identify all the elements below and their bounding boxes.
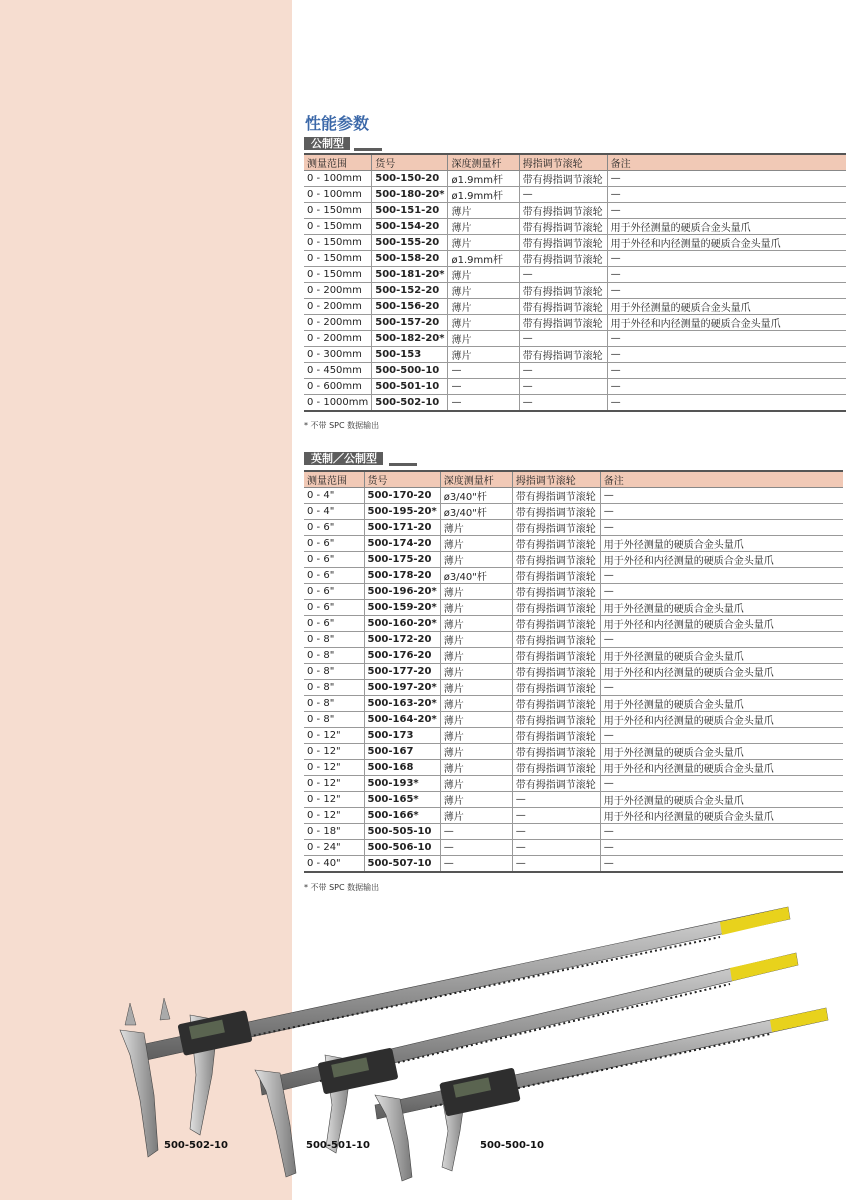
column-header: 深度测量杆: [440, 471, 512, 488]
remark-cell: —: [607, 203, 846, 219]
remark-cell: —: [607, 171, 846, 187]
model-cell: 500-505-10: [364, 824, 440, 840]
remark-cell: —: [600, 632, 843, 648]
depth-rod-cell: 薄片: [440, 680, 512, 696]
depth-rod-cell: —: [440, 856, 512, 873]
thumb-roller-cell: —: [519, 331, 607, 347]
model-cell: 500-150-20: [372, 171, 448, 187]
table-header-row: [304, 154, 846, 171]
range-cell: 0 - 6": [304, 584, 364, 600]
model-cell: 500-501-10: [372, 379, 448, 395]
table-row: [304, 696, 843, 712]
thumb-roller-cell: 带有拇指调节滚轮: [512, 712, 600, 728]
thumb-roller-cell: 带有拇指调节滚轮: [519, 219, 607, 235]
range-cell: 0 - 6": [304, 520, 364, 536]
thumb-roller-cell: 带有拇指调节滚轮: [512, 760, 600, 776]
model-cell: 500-178-20: [364, 568, 440, 584]
section-tag-inch: [304, 452, 417, 465]
remark-cell: 用于外径测量的硬质合金头量爪: [600, 792, 843, 808]
remark-cell: 用于外径测量的硬质合金头量爪: [600, 744, 843, 760]
depth-rod-cell: 薄片: [448, 331, 519, 347]
remark-cell: —: [607, 251, 846, 267]
remark-cell: 用于外径测量的硬质合金头量爪: [600, 696, 843, 712]
remark-cell: 用于外径和内径测量的硬质合金头量爪: [600, 552, 843, 568]
model-cell: 500-160-20*: [364, 616, 440, 632]
remark-cell: 用于外径测量的硬质合金头量爪: [600, 536, 843, 552]
depth-rod-cell: 薄片: [440, 696, 512, 712]
model-cell: 500-174-20: [364, 536, 440, 552]
depth-rod-cell: —: [448, 363, 519, 379]
range-cell: 0 - 200mm: [304, 283, 372, 299]
model-cell: 500-180-20*: [372, 187, 448, 203]
remark-cell: —: [600, 488, 843, 504]
thumb-roller-cell: —: [512, 792, 600, 808]
depth-rod-cell: 薄片: [440, 616, 512, 632]
depth-rod-cell: 薄片: [448, 219, 519, 235]
thumb-roller-cell: —: [512, 840, 600, 856]
remark-cell: 用于外径和内径测量的硬质合金头量爪: [600, 712, 843, 728]
table-row: [304, 379, 846, 395]
thumb-roller-cell: 带有拇指调节滚轮: [519, 171, 607, 187]
table-row: [304, 776, 843, 792]
depth-rod-cell: ø3/40"杆: [440, 488, 512, 504]
range-cell: 0 - 12": [304, 728, 364, 744]
depth-rod-cell: ø1.9mm杆: [448, 251, 519, 267]
table-row: [304, 395, 846, 412]
depth-rod-cell: 薄片: [448, 267, 519, 283]
remark-cell: 用于外径测量的硬质合金头量爪: [607, 299, 846, 315]
remark-cell: —: [600, 584, 843, 600]
table-row: [304, 584, 843, 600]
model-cell: 500-193*: [364, 776, 440, 792]
remark-cell: —: [600, 568, 843, 584]
table-row: [304, 744, 843, 760]
model-cell: 500-163-20*: [364, 696, 440, 712]
model-cell: 500-177-20: [364, 664, 440, 680]
range-cell: 0 - 200mm: [304, 315, 372, 331]
table-row: [304, 504, 843, 520]
section-tag-metric: [304, 137, 382, 150]
column-header: 拇指调节滚轮: [512, 471, 600, 488]
remark-cell: —: [600, 824, 843, 840]
range-cell: 0 - 24": [304, 840, 364, 856]
depth-rod-cell: 薄片: [440, 584, 512, 600]
thumb-roller-cell: 带有拇指调节滚轮: [512, 616, 600, 632]
section-tag-label: 英制／公制型: [304, 452, 383, 465]
table-row: [304, 187, 846, 203]
thumb-roller-cell: 带有拇指调节滚轮: [512, 504, 600, 520]
range-cell: 0 - 18": [304, 824, 364, 840]
thumb-roller-cell: 带有拇指调节滚轮: [512, 584, 600, 600]
metric-spec-table: [304, 153, 846, 412]
table-row: [304, 283, 846, 299]
depth-rod-cell: 薄片: [448, 315, 519, 331]
table-row: [304, 536, 843, 552]
table-row: [304, 171, 846, 187]
depth-rod-cell: 薄片: [440, 712, 512, 728]
thumb-roller-cell: 带有拇指调节滚轮: [519, 235, 607, 251]
model-cell: 500-175-20: [364, 552, 440, 568]
model-cell: 500-165*: [364, 792, 440, 808]
column-header: 货号: [364, 471, 440, 488]
caption-500-502-10: 500-502-10: [164, 1140, 228, 1151]
model-cell: 500-172-20: [364, 632, 440, 648]
remark-cell: —: [607, 267, 846, 283]
table-row: [304, 792, 843, 808]
table-row: [304, 219, 846, 235]
remark-cell: —: [607, 283, 846, 299]
thumb-roller-cell: 带有拇指调节滚轮: [512, 488, 600, 504]
depth-rod-cell: 薄片: [448, 283, 519, 299]
table-row: [304, 331, 846, 347]
depth-rod-cell: —: [448, 395, 519, 412]
model-cell: 500-168: [364, 760, 440, 776]
table-row: [304, 632, 843, 648]
remark-cell: 用于外径测量的硬质合金头量爪: [600, 600, 843, 616]
depth-rod-cell: 薄片: [440, 520, 512, 536]
thumb-roller-cell: 带有拇指调节滚轮: [512, 568, 600, 584]
thumb-roller-cell: 带有拇指调节滚轮: [519, 203, 607, 219]
model-cell: 500-159-20*: [364, 600, 440, 616]
model-cell: 500-155-20: [372, 235, 448, 251]
thumb-roller-cell: 带有拇指调节滚轮: [512, 744, 600, 760]
range-cell: 0 - 150mm: [304, 251, 372, 267]
model-cell: 500-182-20*: [372, 331, 448, 347]
thumb-roller-cell: —: [512, 824, 600, 840]
model-cell: 500-506-10: [364, 840, 440, 856]
column-header: 备注: [607, 154, 846, 171]
thumb-roller-cell: 带有拇指调节滚轮: [519, 283, 607, 299]
table-body: [304, 171, 846, 412]
remark-cell: —: [600, 840, 843, 856]
range-cell: 0 - 6": [304, 616, 364, 632]
range-cell: 0 - 4": [304, 504, 364, 520]
depth-rod-cell: 薄片: [440, 552, 512, 568]
range-cell: 0 - 150mm: [304, 219, 372, 235]
range-cell: 0 - 450mm: [304, 363, 372, 379]
range-cell: 0 - 600mm: [304, 379, 372, 395]
footnote-metric: * 不带 SPC 数据输出: [304, 421, 380, 430]
column-header: 拇指调节滚轮: [519, 154, 607, 171]
table-row: [304, 363, 846, 379]
range-cell: 0 - 6": [304, 568, 364, 584]
model-cell: 500-196-20*: [364, 584, 440, 600]
thumb-roller-cell: 带有拇指调节滚轮: [512, 632, 600, 648]
model-cell: 500-166*: [364, 808, 440, 824]
remark-cell: 用于外径和内径测量的硬质合金头量爪: [600, 616, 843, 632]
model-cell: 500-500-10: [372, 363, 448, 379]
table-row: [304, 251, 846, 267]
caliper-500-500-10: [375, 1008, 828, 1181]
depth-rod-cell: 薄片: [440, 808, 512, 824]
thumb-roller-cell: 带有拇指调节滚轮: [512, 600, 600, 616]
remark-cell: —: [600, 728, 843, 744]
range-cell: 0 - 150mm: [304, 203, 372, 219]
thumb-roller-cell: —: [519, 187, 607, 203]
remark-cell: —: [600, 776, 843, 792]
table-row: [304, 728, 843, 744]
range-cell: 0 - 200mm: [304, 331, 372, 347]
depth-rod-cell: 薄片: [440, 664, 512, 680]
column-header: 测量范围: [304, 471, 364, 488]
model-cell: 500-158-20: [372, 251, 448, 267]
range-cell: 0 - 8": [304, 680, 364, 696]
range-cell: 0 - 150mm: [304, 235, 372, 251]
inch-spec-table: [304, 470, 843, 873]
depth-rod-cell: ø3/40"杆: [440, 504, 512, 520]
table-row: [304, 824, 843, 840]
caption-500-501-10: 500-501-10: [306, 1140, 370, 1151]
depth-rod-cell: 薄片: [440, 760, 512, 776]
model-cell: 500-151-20: [372, 203, 448, 219]
section-tag-label: 公制型: [304, 137, 350, 150]
model-cell: 500-167: [364, 744, 440, 760]
thumb-roller-cell: —: [519, 267, 607, 283]
range-cell: 0 - 1000mm: [304, 395, 372, 412]
depth-rod-cell: 薄片: [440, 648, 512, 664]
model-cell: 500-153: [372, 347, 448, 363]
depth-rod-cell: 薄片: [448, 347, 519, 363]
thumb-roller-cell: 带有拇指调节滚轮: [519, 315, 607, 331]
column-header: 深度测量杆: [448, 154, 519, 171]
model-cell: 500-176-20: [364, 648, 440, 664]
depth-rod-cell: —: [440, 840, 512, 856]
depth-rod-cell: 薄片: [440, 536, 512, 552]
page-title: 性能参数: [305, 114, 370, 133]
range-cell: 0 - 12": [304, 792, 364, 808]
remark-cell: —: [600, 504, 843, 520]
table-row: [304, 664, 843, 680]
depth-rod-cell: —: [440, 824, 512, 840]
table-header-row: [304, 471, 843, 488]
range-cell: 0 - 6": [304, 536, 364, 552]
range-cell: 0 - 12": [304, 808, 364, 824]
depth-rod-cell: ø1.9mm杆: [448, 171, 519, 187]
model-cell: 500-152-20: [372, 283, 448, 299]
remark-cell: —: [607, 347, 846, 363]
thumb-roller-cell: —: [512, 808, 600, 824]
thumb-roller-cell: 带有拇指调节滚轮: [512, 728, 600, 744]
remark-cell: —: [600, 680, 843, 696]
range-cell: 0 - 8": [304, 632, 364, 648]
table-row: [304, 808, 843, 824]
table-row: [304, 712, 843, 728]
depth-rod-cell: —: [448, 379, 519, 395]
range-cell: 0 - 8": [304, 664, 364, 680]
remark-cell: —: [607, 395, 846, 412]
model-cell: 500-173: [364, 728, 440, 744]
depth-rod-cell: 薄片: [440, 744, 512, 760]
depth-rod-cell: 薄片: [440, 728, 512, 744]
thumb-roller-cell: 带有拇指调节滚轮: [512, 552, 600, 568]
range-cell: 0 - 300mm: [304, 347, 372, 363]
thumb-roller-cell: 带有拇指调节滚轮: [519, 347, 607, 363]
model-cell: 500-197-20*: [364, 680, 440, 696]
table-row: [304, 616, 843, 632]
thumb-roller-cell: —: [519, 363, 607, 379]
table-row: [304, 680, 843, 696]
range-cell: 0 - 100mm: [304, 171, 372, 187]
table-row: [304, 856, 843, 873]
range-cell: 0 - 4": [304, 488, 364, 504]
table-row: [304, 840, 843, 856]
model-cell: 500-157-20: [372, 315, 448, 331]
range-cell: 0 - 12": [304, 744, 364, 760]
depth-rod-cell: 薄片: [448, 235, 519, 251]
table-row: [304, 520, 843, 536]
remark-cell: 用于外径和内径测量的硬质合金头量爪: [600, 808, 843, 824]
model-cell: 500-502-10: [372, 395, 448, 412]
tag-underline: [354, 148, 382, 151]
remark-cell: —: [607, 379, 846, 395]
depth-rod-cell: 薄片: [448, 203, 519, 219]
depth-rod-cell: ø3/40"杆: [440, 568, 512, 584]
remark-cell: 用于外径和内径测量的硬质合金头量爪: [607, 315, 846, 331]
caption-500-500-10: 500-500-10: [480, 1140, 544, 1151]
column-header: 备注: [600, 471, 843, 488]
thumb-roller-cell: 带有拇指调节滚轮: [519, 299, 607, 315]
depth-rod-cell: 薄片: [440, 632, 512, 648]
table-row: [304, 267, 846, 283]
range-cell: 0 - 200mm: [304, 299, 372, 315]
model-cell: 500-181-20*: [372, 267, 448, 283]
table-row: [304, 552, 843, 568]
thumb-roller-cell: 带有拇指调节滚轮: [512, 648, 600, 664]
thumb-roller-cell: 带有拇指调节滚轮: [512, 520, 600, 536]
model-cell: 500-171-20: [364, 520, 440, 536]
depth-rod-cell: 薄片: [440, 792, 512, 808]
depth-rod-cell: 薄片: [448, 299, 519, 315]
thumb-roller-cell: —: [519, 379, 607, 395]
model-cell: 500-170-20: [364, 488, 440, 504]
table-row: [304, 203, 846, 219]
footnote-inch: * 不带 SPC 数据输出: [304, 883, 380, 892]
remark-cell: —: [600, 520, 843, 536]
thumb-roller-cell: 带有拇指调节滚轮: [512, 680, 600, 696]
remark-cell: —: [607, 187, 846, 203]
remark-cell: 用于外径和内径测量的硬质合金头量爪: [607, 235, 846, 251]
table-row: [304, 568, 843, 584]
table-row: [304, 315, 846, 331]
thumb-roller-cell: —: [512, 856, 600, 873]
thumb-roller-cell: 带有拇指调节滚轮: [519, 251, 607, 267]
table-row: [304, 347, 846, 363]
table-row: [304, 600, 843, 616]
column-header: 货号: [372, 154, 448, 171]
table-row: [304, 648, 843, 664]
table-row: [304, 488, 843, 504]
remark-cell: 用于外径和内径测量的硬质合金头量爪: [600, 664, 843, 680]
thumb-roller-cell: —: [519, 395, 607, 412]
range-cell: 0 - 6": [304, 552, 364, 568]
model-cell: 500-156-20: [372, 299, 448, 315]
remark-cell: —: [600, 856, 843, 873]
tag-underline: [389, 463, 417, 466]
remark-cell: —: [607, 331, 846, 347]
thumb-roller-cell: 带有拇指调节滚轮: [512, 536, 600, 552]
depth-rod-cell: 薄片: [440, 776, 512, 792]
thumb-roller-cell: 带有拇指调节滚轮: [512, 664, 600, 680]
model-cell: 500-154-20: [372, 219, 448, 235]
remark-cell: 用于外径测量的硬质合金头量爪: [607, 219, 846, 235]
depth-rod-cell: 薄片: [440, 600, 512, 616]
range-cell: 0 - 100mm: [304, 187, 372, 203]
range-cell: 0 - 8": [304, 648, 364, 664]
range-cell: 0 - 8": [304, 712, 364, 728]
range-cell: 0 - 12": [304, 776, 364, 792]
table-row: [304, 235, 846, 251]
thumb-roller-cell: 带有拇指调节滚轮: [512, 696, 600, 712]
column-header: 测量范围: [304, 154, 372, 171]
range-cell: 0 - 8": [304, 696, 364, 712]
table-row: [304, 760, 843, 776]
remark-cell: —: [607, 363, 846, 379]
model-cell: 500-164-20*: [364, 712, 440, 728]
model-cell: 500-195-20*: [364, 504, 440, 520]
depth-rod-cell: ø1.9mm杆: [448, 187, 519, 203]
table-row: [304, 299, 846, 315]
range-cell: 0 - 12": [304, 760, 364, 776]
remark-cell: 用于外径和内径测量的硬质合金头量爪: [600, 760, 843, 776]
range-cell: 0 - 150mm: [304, 267, 372, 283]
range-cell: 0 - 6": [304, 600, 364, 616]
remark-cell: 用于外径测量的硬质合金头量爪: [600, 648, 843, 664]
table-body: [304, 488, 843, 873]
thumb-roller-cell: 带有拇指调节滚轮: [512, 776, 600, 792]
range-cell: 0 - 40": [304, 856, 364, 873]
model-cell: 500-507-10: [364, 856, 440, 873]
